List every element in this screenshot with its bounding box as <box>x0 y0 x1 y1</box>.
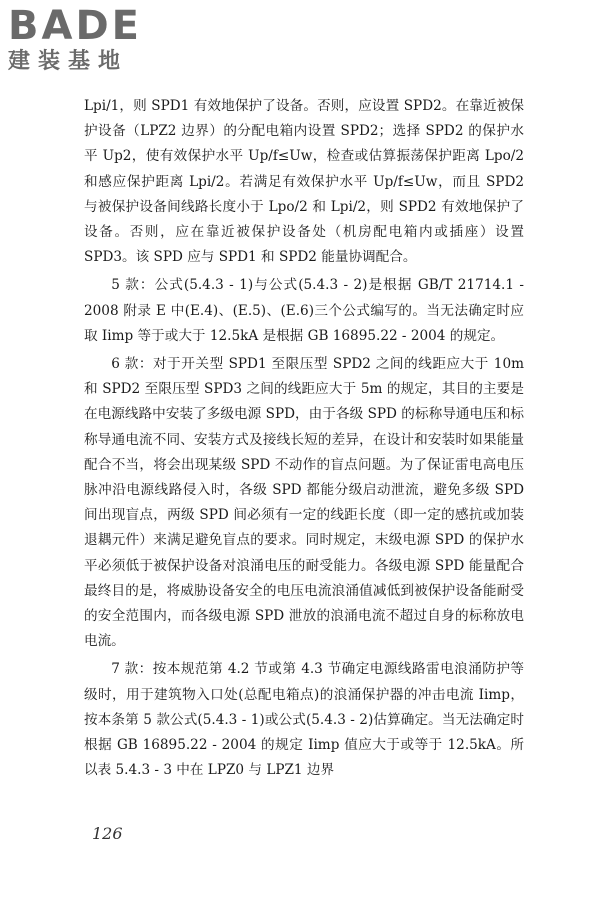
page-number: 126 <box>92 824 123 843</box>
paragraph-clause-5: 5 款：公式(5.4.3 - 1)与公式(5.4.3 - 2)是根据 GB/T 21714.1 - 2008 附录 E 中(E.4)、(E.5)、(E.6)三个公式编写的。当无法确定时应取 Iimp 等于或大于 12.5kA 是根据 GB 16895.22 - 2004 的规定。 <box>84 277 524 344</box>
paragraph-clause-6: 6 款：对于开关型 SPD1 至限压型 SPD2 之间的线距应大于 10m 和 SPD2 至限压型 SPD3 之间的线距应大于 5m 的规定，其目的主要是在电源线路中安装了多级电源 SPD，由于各级 SPD 的标称导通电压和标称导通电流不同、安装方式及接线长短的差异，在设计和安装时如果能量配合不当，将会出现某级 SPD 不动作的盲点问题。为了保证雷电高电压脉冲沿电源线路侵入时，各级 SPD 都能分级启动泄流，避免多级 SPD 间出现盲点，两级 SPD 间必须有一定的线距长度（即一定的感抗或加装退耦元件）来满足避免盲点的要求。同时规定，末级电源 SPD 的保护水平必须低于被保护设备对浪涌电压的耐受能力。各级电源 SPD 能量配合最终目的是，将威胁设备安全的电压电流浪涌值减低到被保护设备能耐受的安全范围内，而各级电源 SPD 泄放的浪涌电流不超过自身的标称放电电流。 <box>84 356 524 650</box>
paragraph-continued: Lpi/1，则 SPD1 有效地保护了设备。否则，应设置 SPD2。在靠近被保护设备（LPZ2 边界）的分配电箱内设置 SPD2；选择 SPD2 的保护水平 Up2，使有效保护水平 Up/f≤Uw，检查或估算振荡保护距离 Lpo/2 和感应保护距离 Lpi/2。若满足有效保护水平 Up/f≤Uw，而且 SPD2 与被保护设备间线路长度小于 Lpo/2 和 Lpi/2，则 SPD2 有效地保护了设备。否则，应在靠近被保护设备处（机房配电箱内或插座）设置 SPD3。该 SPD 应与 SPD1 和 SPD2 能量协调配合。 <box>84 98 524 266</box>
paragraph-clause-7: 7 款：按本规范第 4.2 节或第 4.3 节确定电源线路雷电浪涌防护等级时，用于建筑物入口处(总配电箱点)的浪涌保护器的冲击电流 Iimp，按本条第 5 款公式(5.4.3 - 1)或公式(5.4.3 - 2)估算确定。当无法确定时根据 GB 16895.22 - 2004 的规定 Iimp 值应大于或等于 12.5kA。所以表 5.4.3 - 3 中在 LPZ0 与 LPZ1 边界 <box>84 661 524 779</box>
publisher-logo <box>8 4 142 76</box>
logo-subtitle: 建装基地 <box>8 49 129 74</box>
page-body <box>84 94 524 786</box>
logo-wordmark: BADE <box>8 3 142 49</box>
